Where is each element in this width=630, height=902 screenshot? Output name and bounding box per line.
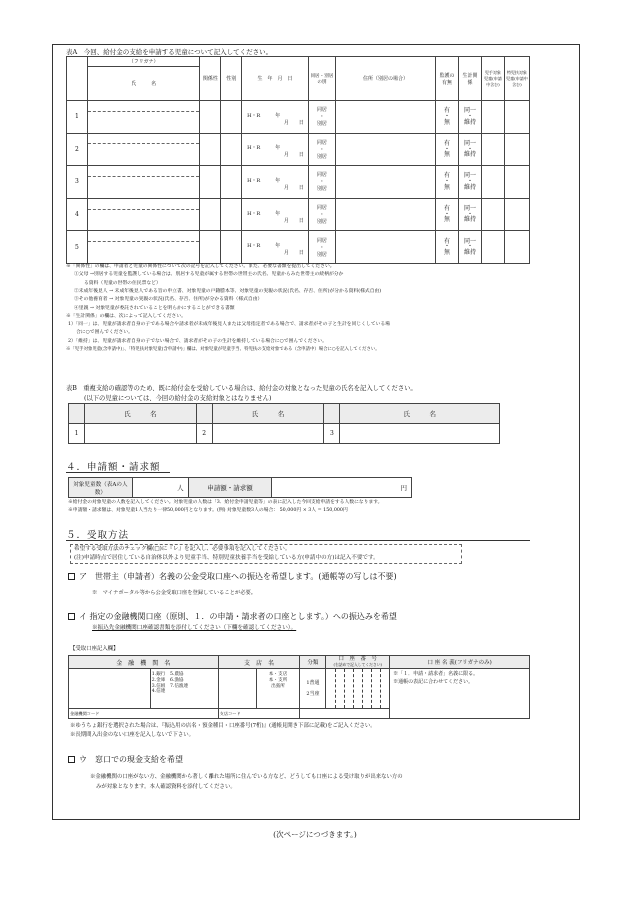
custody-field[interactable] [436,231,459,264]
cohabit-field[interactable] [308,198,335,231]
livelihood-option: 同一 [463,237,476,245]
sex-field[interactable] [221,166,242,199]
cohabit-option: 別居 [316,121,327,128]
branch-kind-option[interactable]: 本・支所 [268,677,288,683]
address-field[interactable] [335,166,435,199]
option-u-checkbox[interactable] [68,756,75,763]
table-row [67,166,530,199]
livelihood-field[interactable] [459,133,482,166]
bank-code-label: 金融機関コード [70,710,100,716]
option-a-note: ※ マイナポータル等から公金受取口座を登録していることが必要。 [92,590,257,596]
option-u-note-2: みが対象となります。本人確認資料を添付してください。 [96,784,236,790]
option-a-label: ア 世帯主（申請者）名義の公金受取口座への振込を希望します。(通帳等の写しは不要) [79,572,397,581]
note-line: る資料（児童の世帯の住民票など） [84,280,161,286]
custody-option: 有 [444,237,451,245]
table-row [67,231,530,264]
livelihood-option: 同一 [463,107,476,115]
livelihood-option: 同一 [463,139,476,147]
cohabit-field[interactable] [308,101,335,134]
bank-note-2: ※長期間入出金のない口座を記入しないで下さい。 [70,732,194,738]
cohabit-option: 同居 [316,139,327,146]
bank-kind-option[interactable]: 2.金庫 6.漁協 [151,677,184,683]
name-header: 氏 名 [87,67,200,101]
furigana-field[interactable] [88,102,200,112]
bank-kind-option[interactable]: 4.信連 [151,689,166,695]
dob-era: H・R 年 [247,112,281,119]
special-allowance-field[interactable] [504,133,529,166]
branch-code-label: 支店コード [219,710,241,716]
livelihood-header: 生計関係 [459,57,482,101]
account-digit-field[interactable] [344,669,353,709]
address-field[interactable] [335,198,435,231]
section-5-underline [66,540,530,541]
dob-field[interactable] [242,133,309,166]
account-digit-field[interactable] [335,669,344,709]
child-allowance-field[interactable] [481,231,504,264]
option-u [68,754,183,765]
account-holder-field[interactable] [390,669,530,719]
note-line: ③その他養育者 → 対象児童の実親の状況(氏名、存否、住所)が分かる資料（様式自由） [74,297,263,303]
holder-note-2: ※通帳の表記に合わせてください。 [393,678,474,685]
name-field[interactable] [89,210,199,230]
dob-era: H・R 年 [247,243,281,250]
custody-option: 有 [444,139,451,147]
bank-name-header: 金 融 機 関 名 [69,656,219,669]
child-name-field[interactable] [87,133,200,166]
account-digit-field[interactable] [326,669,335,709]
cohabit-option: 別居 [316,186,327,193]
relation-field[interactable] [200,101,221,134]
row-number: 1 [67,101,88,134]
dob-field[interactable] [242,231,309,264]
section-5-title: ５．受取方法 [66,530,130,541]
table-b-name-header-2: 氏 名 [212,404,324,424]
livelihood-field[interactable] [459,231,482,264]
sex-header: 性別 [221,57,242,101]
cohabit-option: 別居 [316,219,327,226]
livelihood-option: 維持 [463,216,476,224]
bank-kind-options [150,669,218,709]
branch-name-header: 支 店 名 [218,656,300,669]
dob-monthday: 月 日 [283,152,304,159]
section-4-title: ４．申請額・請求額 [66,462,161,473]
bank-account-table [68,655,530,719]
cohabit-option: ・ [319,114,325,121]
table-b-num-2: 2 [196,424,212,444]
cohabit-option: ・ [319,179,325,186]
livelihood-option: ・ [466,178,473,186]
table-b-name-field-2[interactable] [212,424,324,444]
target-count-label: 対象児童数（表Aの人数） [69,478,133,498]
account-number-label: 口 座 番 号 [338,656,378,662]
account-number-sub: (右詰めで記入してください) [333,662,383,668]
account-holder-header: 口 座 名 義(フリガナのみ) [390,656,530,669]
instruction-1: 希望する受取方法のチェック欄(□)に『レ』を記入し、必要事項を記入してください。 [74,546,291,552]
child-allowance-field[interactable] [481,133,504,166]
table-b-num-1: 1 [69,424,85,444]
dob-field[interactable] [242,101,309,134]
furigana-field[interactable] [88,232,200,242]
dob-field[interactable] [242,166,309,199]
custody-option: 無 [444,183,451,191]
custody-option: 有 [444,172,451,180]
note-line: 1）「同一」は、児童が請求者自身の子である場合や請求者が未成年後見人または父母指定者である場合で、請求者がその子と生計を同じくしている場 [68,322,390,328]
option-a-checkbox[interactable] [68,573,75,580]
furigana-field[interactable] [88,167,200,177]
option-i-label: イ 指定の金融機関口座（原則、１．の申請・請求者の口座とします。）への振込みを希望 [79,612,397,621]
holder-note-1: ※「１．申請・請求者」名義に限る。 [393,671,479,678]
dob-monthday: 月 日 [283,217,304,224]
dob-monthday: 月 日 [283,119,304,126]
note-line: 2）「維持」は、児童が請求者自身の子でない場合で、請求者がその子の生計を維持している場合に○で囲んでください。 [68,338,327,344]
custody-option: 有 [444,107,451,115]
row-number: 3 [67,166,88,199]
livelihood-field[interactable] [459,198,482,231]
livelihood-option: 同一 [463,205,476,213]
amount-note-1: ※給付金の対象児童の人数を記入してください。対象児童の人数は「3．給付金申請児童等」の表に記入した今回支給申請をする人数になります。 [68,500,383,505]
special-allowance-field[interactable] [504,198,529,231]
special-allowance-field[interactable] [504,166,529,199]
livelihood-option: 維持 [463,118,476,126]
option-i-checkbox[interactable] [68,613,75,620]
custody-option: ・ [444,243,451,251]
person-unit: 人 [177,484,184,492]
cohabit-field[interactable] [308,166,335,199]
account-digit-field[interactable] [371,669,380,709]
bank-kind-option[interactable]: 3.信組 7.信漁連 [151,683,189,689]
relation-field[interactable] [200,231,221,264]
livelihood-option: ・ [466,210,473,218]
table-row [67,133,530,166]
livelihood-option: 同一 [463,172,476,180]
yen-unit: 円 [400,484,407,492]
livelihood-option: 維持 [463,183,476,191]
dob-era: H・R 年 [247,177,281,184]
branch-code-field[interactable] [218,709,300,719]
table-a-body [66,100,530,264]
name-field[interactable] [89,242,199,262]
relation-field[interactable] [200,166,221,199]
livelihood-field[interactable] [459,166,482,199]
note-line: 合に○で囲んでください。 [76,330,133,336]
custody-option: 無 [444,118,451,126]
child-name-field[interactable] [87,101,200,134]
livelihood-option: ・ [466,145,473,153]
table-b-name-header-1: 氏 名 [84,404,196,424]
child-allowance-field[interactable] [481,198,504,231]
furigana-field[interactable] [88,200,200,210]
table-row [67,101,530,134]
account-type-options [300,669,326,709]
address-field[interactable] [335,101,435,134]
row-number: 2 [67,133,88,166]
table-b-num-3: 3 [324,424,340,444]
furigana-field[interactable] [88,134,200,144]
cohabit-option: 別居 [316,153,327,160]
child-name-field[interactable] [87,166,200,199]
custody-option: ・ [444,210,451,218]
bank-caption: 【受取口座記入欄】 [70,646,119,652]
name-field[interactable] [89,112,199,132]
special-allowance-field[interactable] [504,231,529,264]
account-type-option[interactable]: 1普通 [306,679,320,686]
livelihood-option: ・ [466,243,473,251]
custody-header: 監護の有無 [436,57,459,101]
name-field[interactable] [89,177,199,197]
cohabit-option: ・ [319,146,325,153]
table-a [66,56,530,101]
table-b-subcaption: (以下の児童については、今回の給付金の支給対象とはなりません) [84,395,272,402]
custody-option: ・ [444,178,451,186]
custody-field[interactable] [436,198,459,231]
custody-option: 無 [444,151,451,159]
cohabit-option: 同居 [316,107,327,114]
sex-field[interactable] [221,133,242,166]
target-count-field[interactable] [132,478,188,498]
livelihood-option: ・ [466,112,473,120]
option-i [68,611,397,622]
account-digit-field[interactable] [381,669,390,709]
cohabit-field[interactable] [308,133,335,166]
address-field[interactable] [335,133,435,166]
note-line: ①父母 →別居する児童を監護している場合は、別居する児童が属する世帯の世帯主の氏名、児童からみた世帯主の続柄が分か [74,272,344,278]
row-number: 5 [67,231,88,264]
bank-note-1: ※ゆうちょ銀行を選択された場合は、『振込用の店名・預金種目・口座番号(7桁)』(通帳見開き下部に記載)をご記入ください。 [70,723,376,729]
livelihood-option: 維持 [463,249,476,257]
special-allowance-field[interactable] [504,101,529,134]
child-allowance-field[interactable] [481,166,504,199]
branch-kind-option[interactable]: 本・支店 [268,672,288,678]
name-field[interactable] [89,144,199,164]
sex-field[interactable] [221,231,242,264]
table-b-caption: 表B 重複支給の確認等のため、既に給付金を受給している場合は、給付金の対象となった児童の氏名を記入してください。 [66,385,417,392]
section-4-underline [66,472,170,473]
relation-header: 関係性 [200,57,221,101]
account-type-header: 分類 [300,656,326,669]
table-b [68,403,500,444]
dob-monthday: 月 日 [283,250,304,257]
custody-option: ・ [444,145,451,153]
custody-field[interactable] [436,101,459,134]
note-line: ②未成年後見人 → 未成年後見人である旨の申立書、対象児童の戸籍謄本等、対象児童の実親の状況(氏名、存否、住所)が分かる資料(様式自由) [74,288,382,294]
relation-field[interactable] [200,133,221,166]
special-allowance-header: 特児扶対象児童(申請中含む) [504,57,529,101]
dob-field[interactable] [242,198,309,231]
footer-continue: (次ページにつづきます。) [273,830,357,839]
bank-code-field[interactable] [69,709,219,719]
account-digit-field[interactable] [362,669,371,709]
relation-field[interactable] [200,198,221,231]
cohabit-option: 別居 [316,251,327,258]
custody-option: 無 [444,216,451,224]
note-line: ※「生計関係」の欄は、次によって記入してください。 [66,313,186,319]
sex-field[interactable] [221,101,242,134]
table-a-caption: 表A 今回、給付金の支給を申請する児童について記入してください。 [66,48,273,56]
child-name-field[interactable] [87,198,200,231]
cohabit-option: 同居 [316,172,327,179]
custody-field[interactable] [436,133,459,166]
dob-monthday: 月 日 [283,184,304,191]
sex-field[interactable] [221,198,242,231]
dob-era: H・R 年 [247,210,281,217]
table-b-name-field-1[interactable] [84,424,196,444]
custody-option: ・ [444,112,451,120]
child-allowance-field[interactable] [481,101,504,134]
amount-table [68,477,412,498]
table-b-name-header-3: 氏 名 [340,404,500,424]
table-row [67,198,530,231]
note-line: ※「関係性」の欄は、申請者と児童の関係性について次の記号を記入してください。また、必要な書類を提出してください。 [66,264,335,269]
branch-kind-options [256,669,300,709]
address-field[interactable] [335,231,435,264]
option-a [68,571,397,582]
furigana-header: （フリガナ） [87,57,200,67]
cohabit-field[interactable] [308,231,335,264]
table-b-name-field-3[interactable] [340,424,500,444]
cohabit-header: 同居・別居の別 [308,57,335,101]
account-type-option[interactable]: 2当座 [306,690,320,697]
cohabit-option: ・ [319,212,325,219]
bank-kind-option[interactable]: 1.銀行 5.農協 [151,672,184,678]
bank-name-field[interactable] [69,669,151,709]
amount-field[interactable] [272,478,412,498]
option-i-note: ※振込先金融機関口座確認書類を添付してください（下欄を確認してください）。 [92,625,297,631]
dob-header: 生 年 月 日 [242,57,309,101]
note-line: ※「児手対象児童(含申請中)」、「特児扶対象児童(含申請中)」欄は、対象児童が児童手当、特児扶の支給対象である（含申請中）場合に○を記入してください。 [66,347,380,352]
livelihood-option: 維持 [463,151,476,159]
cohabit-option: ・ [319,244,325,251]
custody-option: 無 [444,249,451,257]
dob-era: H・R 年 [247,145,281,152]
note-line: ④里親 → 対象児童が委託されていることを明らかにすることができる書類 [74,305,235,311]
address-header: 住所（別居の場合） [335,57,435,101]
livelihood-field[interactable] [459,101,482,134]
branch-kind-option[interactable]: 出張所 [271,683,285,689]
row-number: 4 [67,198,88,231]
child-allowance-header: 児手対象児童(申請中含む) [481,57,504,101]
child-name-field[interactable] [87,231,200,264]
account-digit-field[interactable] [353,669,362,709]
account-number-header [326,656,390,669]
cohabit-option: 同居 [316,237,327,244]
instruction-2: (注)申請時点で居住している自治体以外より児童手当、特別児童扶養手当を受給している方(申請中の方)は記入不要です。 [74,555,379,561]
amount-note-2: ※申請額・請求額は、対象児童1人当たり一律50,000円となります。(例) 対象児童数3人の場合： 50,000円 × 3人 = 150,000円 [68,508,348,513]
option-u-label: ウ 窓口での現金支給を希望 [79,755,183,764]
custody-option: 有 [444,205,451,213]
option-u-note-1: ※金融機関の口座がない方、金融機関から著しく離れた場所に住んでいる方など、どうしても口座による受け取りが出来ない方の [90,774,403,780]
custody-field[interactable] [436,166,459,199]
amount-label: 申請額・請求額 [188,478,272,498]
cohabit-option: 同居 [316,205,327,212]
branch-name-field[interactable] [218,669,256,709]
